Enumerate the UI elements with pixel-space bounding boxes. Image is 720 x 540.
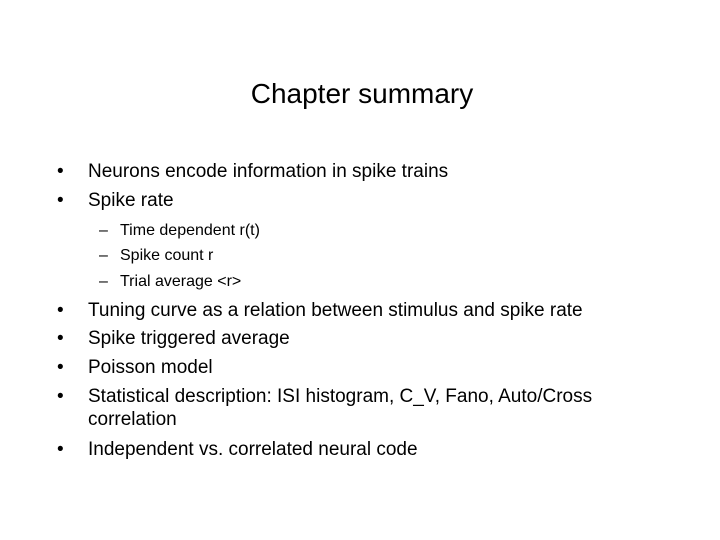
- sub-bullet-text: Trial average <r>: [120, 273, 242, 290]
- bullet-marker: •: [57, 439, 64, 460]
- bullet-text: Spike triggered average: [88, 328, 290, 349]
- dash-marker: –: [99, 222, 108, 239]
- bullet-text: Independent vs. correlated neural code: [88, 439, 418, 460]
- bullet-text: Statistical description: ISI histogram, C_V, Fano, Auto/Cross correlation: [88, 386, 593, 430]
- bullet-marker: •: [57, 328, 64, 349]
- dash-marker: –: [99, 247, 108, 264]
- bullet-marker: •: [57, 357, 64, 378]
- bullet-text: Neurons encode information in spike trains: [88, 161, 449, 182]
- bullet-text: Spike rate: [88, 190, 174, 211]
- bullet-text: Poisson model: [88, 357, 213, 378]
- sub-bullet-text: Spike count r: [120, 247, 214, 264]
- bullet-text: Tuning curve as a relation between stimulus and spike rate: [88, 300, 583, 321]
- dash-marker: –: [99, 273, 108, 290]
- bullet-marker: •: [57, 190, 64, 211]
- bullet-marker: •: [57, 161, 64, 182]
- bullet-marker: •: [57, 300, 64, 321]
- sub-bullet-text: Time dependent r(t): [120, 222, 260, 239]
- bullet-marker: •: [57, 386, 64, 407]
- slide-title: Chapter summary: [250, 78, 474, 109]
